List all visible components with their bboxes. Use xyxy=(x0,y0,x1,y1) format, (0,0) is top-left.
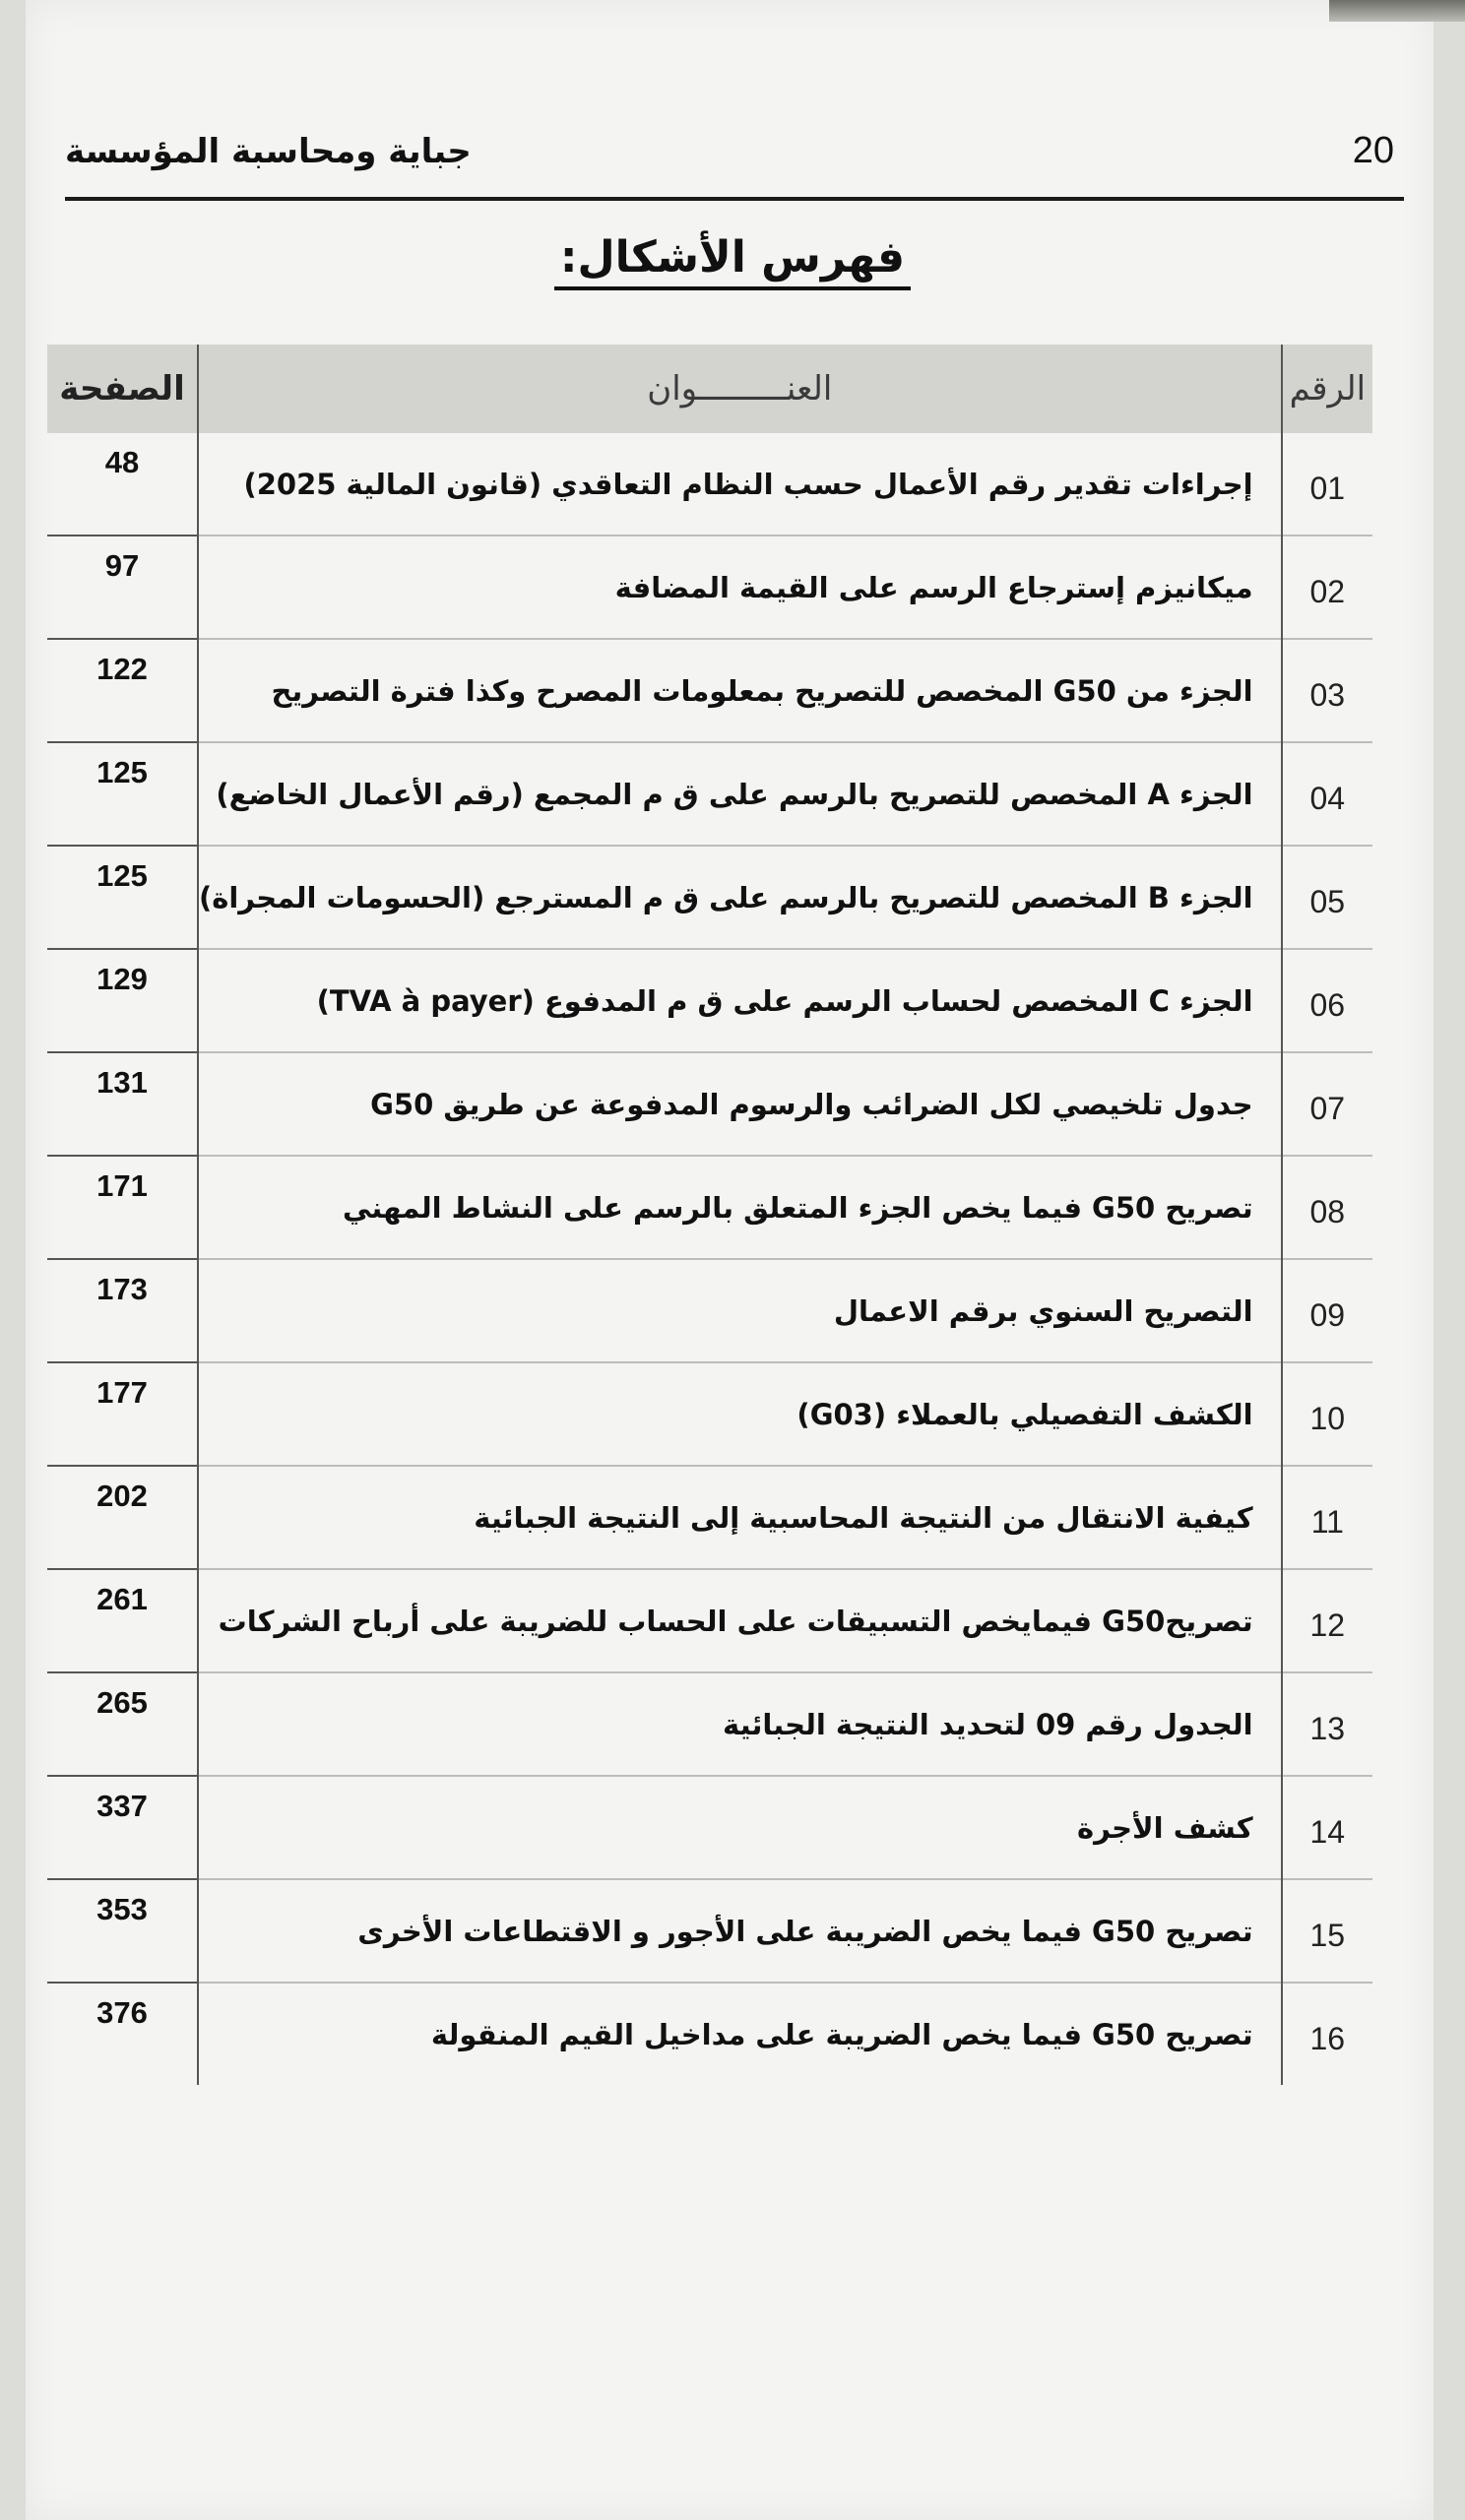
row-page: 97 xyxy=(47,536,198,639)
row-number: 16 xyxy=(1282,1983,1372,2085)
row-title: الكشف التفصيلي بالعملاء (G03) xyxy=(198,1362,1282,1466)
row-page: 177 xyxy=(47,1362,198,1466)
table-row xyxy=(47,1466,1372,1569)
row-title: الجزء B المخصص للتصريح بالرسم على ق م المسترجع (الحسومات المجراة) xyxy=(198,846,1282,949)
table-row xyxy=(47,1776,1372,1879)
row-number: 06 xyxy=(1282,949,1372,1052)
row-title: تصريح G50 فيما يخص الجزء المتعلق بالرسم على النشاط المهني xyxy=(198,1156,1282,1259)
row-page: 376 xyxy=(47,1983,198,2085)
row-title: ميكانيزم إسترجاع الرسم على القيمة المضافة xyxy=(198,536,1282,639)
row-title: إجراءات تقدير رقم الأعمال حسب النظام التعاقدي (قانون المالية 2025) xyxy=(198,433,1282,536)
table-header-row xyxy=(47,345,1372,433)
row-number: 13 xyxy=(1282,1672,1372,1776)
table-row xyxy=(47,1672,1372,1776)
column-header-title: العنـــــــــوان xyxy=(198,345,1282,433)
row-number: 01 xyxy=(1309,471,1346,506)
row-number: 15 xyxy=(1282,1879,1372,1983)
book-title: جباية ومحاسبة المؤسسة xyxy=(65,132,472,171)
column-header-page: الصفحة xyxy=(47,345,198,433)
row-title: تصريح G50 فيما يخص الضريبة على الأجور و الاقتطاعات الأخرى xyxy=(198,1879,1282,1983)
row-page: 122 xyxy=(47,639,198,742)
page-header xyxy=(65,126,1404,201)
column-header-number: الرقم xyxy=(1282,345,1372,433)
row-number: 12 xyxy=(1282,1569,1372,1672)
row-title: التصريح السنوي برقم الاعمال xyxy=(198,1259,1282,1362)
row-title: جدول تلخيصي لكل الضرائب والرسوم المدفوعة عن طريق G50 xyxy=(198,1052,1282,1156)
row-page: 202 xyxy=(47,1466,198,1569)
row-page: 48 xyxy=(104,445,140,479)
table-row xyxy=(47,1362,1372,1466)
row-number: 14 xyxy=(1282,1776,1372,1879)
row-title: الجزء من G50 المخصص للتصريح بمعلومات المصرح وكذا فترة التصريح xyxy=(198,639,1282,742)
row-page: 125 xyxy=(47,742,198,846)
row-title: تصريح G50 فيما يخص الضريبة على مداخيل القيم المنقولة xyxy=(198,1983,1282,2085)
row-title: تصريحG50 فيمايخص التسبيقات على الحساب للضريبة على أرباح الشركات xyxy=(198,1569,1282,1672)
table-row xyxy=(47,949,1372,1052)
section-title xyxy=(0,232,1465,283)
table-row xyxy=(47,1983,1372,2085)
figures-index-table xyxy=(47,345,1372,2085)
table-row xyxy=(47,1879,1372,1983)
row-number: 09 xyxy=(1282,1259,1372,1362)
row-title: الجدول رقم 09 لتحديد النتيجة الجبائية xyxy=(198,1672,1282,1776)
row-page: 173 xyxy=(47,1259,198,1362)
section-title-text: فهرس الأشكال: xyxy=(554,232,911,290)
table-row xyxy=(47,1156,1372,1259)
row-title: الجزء A المخصص للتصريح بالرسم على ق م المجمع (رقم الأعمال الخاضع) xyxy=(198,742,1282,846)
row-page: 337 xyxy=(47,1776,198,1879)
row-number: 03 xyxy=(1282,639,1372,742)
row-number: 07 xyxy=(1282,1052,1372,1156)
row-page: 265 xyxy=(47,1672,198,1776)
row-number: 05 xyxy=(1282,846,1372,949)
row-page: 131 xyxy=(47,1052,198,1156)
page-corner-shadow xyxy=(1329,0,1465,22)
row-title: كشف الأجرة xyxy=(198,1776,1282,1879)
table-row xyxy=(47,433,1372,536)
row-title: الجزء C المخصص لحساب الرسم على ق م المدفوع (TVA à payer) xyxy=(198,949,1282,1052)
row-page: 353 xyxy=(47,1879,198,1983)
table-row xyxy=(47,1259,1372,1362)
table-row xyxy=(47,1569,1372,1672)
row-number: 04 xyxy=(1282,742,1372,846)
row-page: 129 xyxy=(47,949,198,1052)
row-page: 171 xyxy=(47,1156,198,1259)
row-page: 125 xyxy=(47,846,198,949)
row-page: 261 xyxy=(47,1569,198,1672)
table-row xyxy=(47,742,1372,846)
page-number: 20 xyxy=(1352,130,1394,171)
row-number: 02 xyxy=(1282,536,1372,639)
row-number: 08 xyxy=(1282,1156,1372,1259)
table-row xyxy=(47,846,1372,949)
row-title: كيفية الانتقال من النتيجة المحاسبية إلى النتيجة الجبائية xyxy=(198,1466,1282,1569)
table-row xyxy=(47,536,1372,639)
row-number: 11 xyxy=(1282,1466,1372,1569)
table-row xyxy=(47,639,1372,742)
row-number: 10 xyxy=(1282,1362,1372,1466)
table-row xyxy=(47,1052,1372,1156)
